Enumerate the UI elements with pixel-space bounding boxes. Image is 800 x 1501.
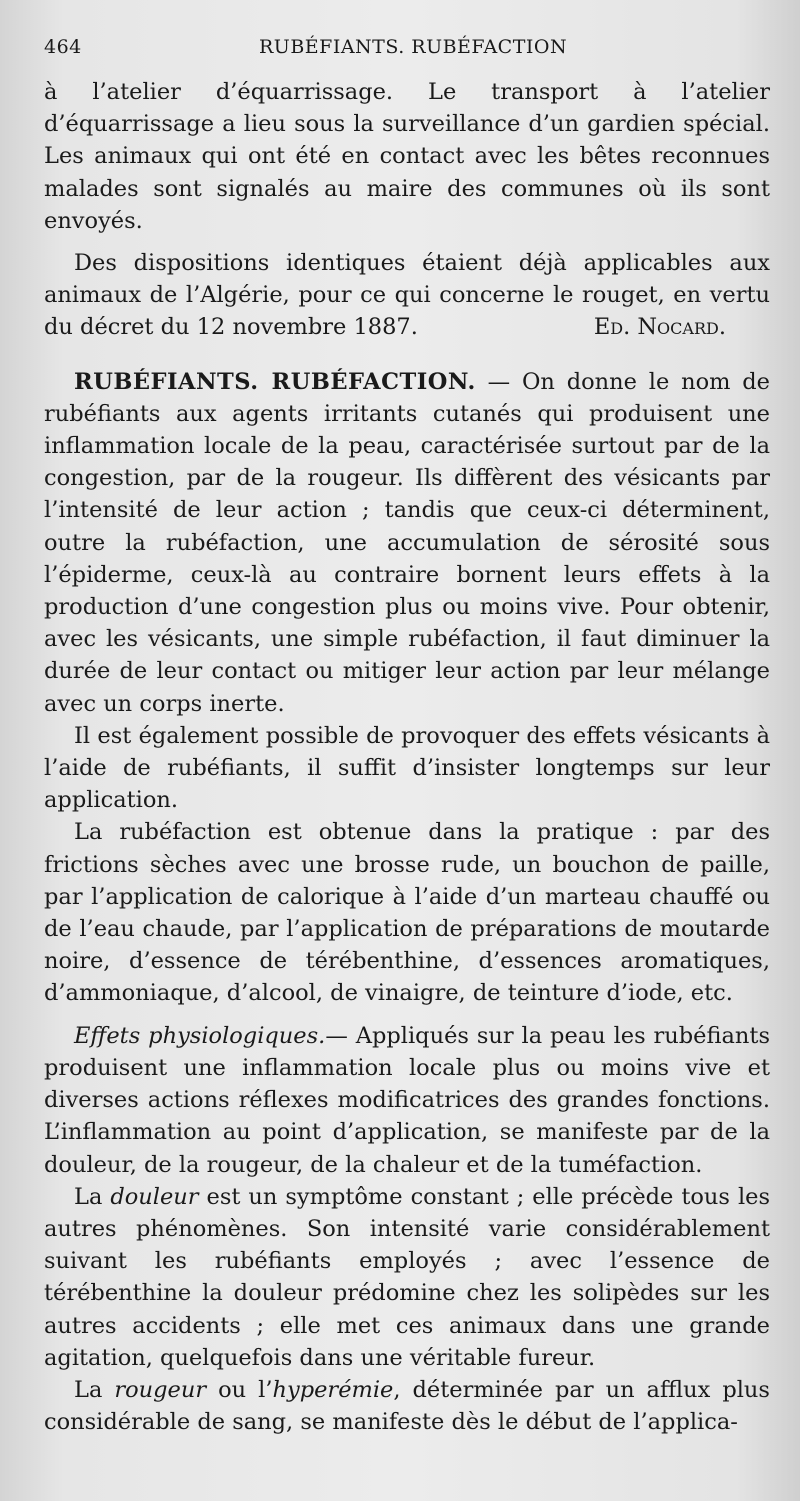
douleur-paragraph xyxy=(44,1181,770,1374)
spacer xyxy=(44,237,770,247)
page-body xyxy=(44,76,770,1438)
entry-intro-text: — On donne le nom de rubéfiants aux agents irritants cutanés qui produisent une inflammation locale de la peau, caractérisée surtout par de la congestion, par de la rougeur. Ils diffèrent des vésicants par l’intensité de leur action ; tandis que ceux-ci déterminent, outre la rubéfaction, une accumulation de sérosité sous l’épiderme, ceux-là au contraire bornent leurs effets à la production d’une congestion plus ou moins vive. Pour obtenir, avec les vésicants, une simple rubéfaction, il faut diminuer la durée de leur contact ou mitiger leur action par leur mélange avec un corps inerte. xyxy=(44,368,770,717)
section-paragraph xyxy=(44,1020,770,1181)
rougeur-lead: La xyxy=(74,1376,115,1403)
previous-entry-closing xyxy=(44,247,770,344)
entry-intro-paragraph xyxy=(44,366,770,720)
spacer xyxy=(44,1010,770,1020)
page-number: 464 xyxy=(44,36,82,58)
rougeur-term: rougeur xyxy=(114,1376,207,1403)
hyperemie-term: hyperémie xyxy=(272,1376,394,1403)
section-text: — Appliqués sur la peau les rubéfiants produisent une inflammation locale plus ou moins vive et diverses actions réflexes modificatrices des grandes fonctions. L’inflammation au point d’application, se manifeste par de la douleur, de la rougeur, de la chaleur et de la tuméfaction. xyxy=(44,1022,770,1178)
douleur-lead: La xyxy=(74,1183,111,1210)
rougeur-paragraph xyxy=(44,1374,770,1438)
page-header xyxy=(44,36,770,76)
previous-entry-paragraph: à l’atelier d’équarrissage. Le transport à l’atelier d’équarrissage a lieu sous la surveillance d’un gardien spécial. Les animaux qui ont été en contact avec les bêtes reconnues malades sont signalés au maire des communes où ils sont envoyés. xyxy=(44,79,770,234)
previous-entry-paragraph xyxy=(44,247,770,344)
entry-title: RUBÉFIANTS. RUBÉFACTION. xyxy=(74,368,476,395)
author-signature: Ed. Nocard. xyxy=(593,314,726,341)
douleur-term: douleur xyxy=(110,1183,199,1210)
rougeur-mid: ou l’ xyxy=(206,1376,273,1403)
section-title: Effets physiologiques. xyxy=(74,1022,326,1049)
rougeur-text: , déterminée par un afflux plus considérable de sang, se manifeste dès le début de l’applica- xyxy=(44,1376,770,1436)
douleur-text: est un symptôme constant ; elle précède tous les autres phénomènes. Son intensité varie considérablement suivant les rubéfiants employés ; avec l’essence de térébenthine la douleur prédomine chez les solipèdes sur les autres accidents ; elle met ces animaux dans une grande agitation, quelquefois dans une véritable fureur. xyxy=(44,1183,771,1371)
entry-paragraph: La rubéfaction est obtenue dans la pratique : par des frictions sèches avec une brosse rude, un bouchon de paille, par l’application de calorique à l’aide d’un marteau chauffé ou de l’eau chaude, par l’application de préparations de moutarde noire, d’essence de térébenthine, d’essences aromatiques, d’ammoniaque, d’alcool, de vinaigre, de teinture d’iode, etc. xyxy=(44,819,770,1007)
running-head: RUBÉFIANTS. RUBÉFACTION xyxy=(259,36,568,58)
spacer xyxy=(44,344,770,366)
entry-paragraph: Il est également possible de provoquer des effets vésicants à l’aide de rubéfiants, il suffit d’insister longtemps sur leur application. xyxy=(44,722,770,814)
previous-entry-text: Des dispositions identiques étaient déjà applicables aux animaux de l’Algérie, pour ce qui concerne le rouget, en vertu du décret du 12 novembre 1887. xyxy=(44,250,770,341)
